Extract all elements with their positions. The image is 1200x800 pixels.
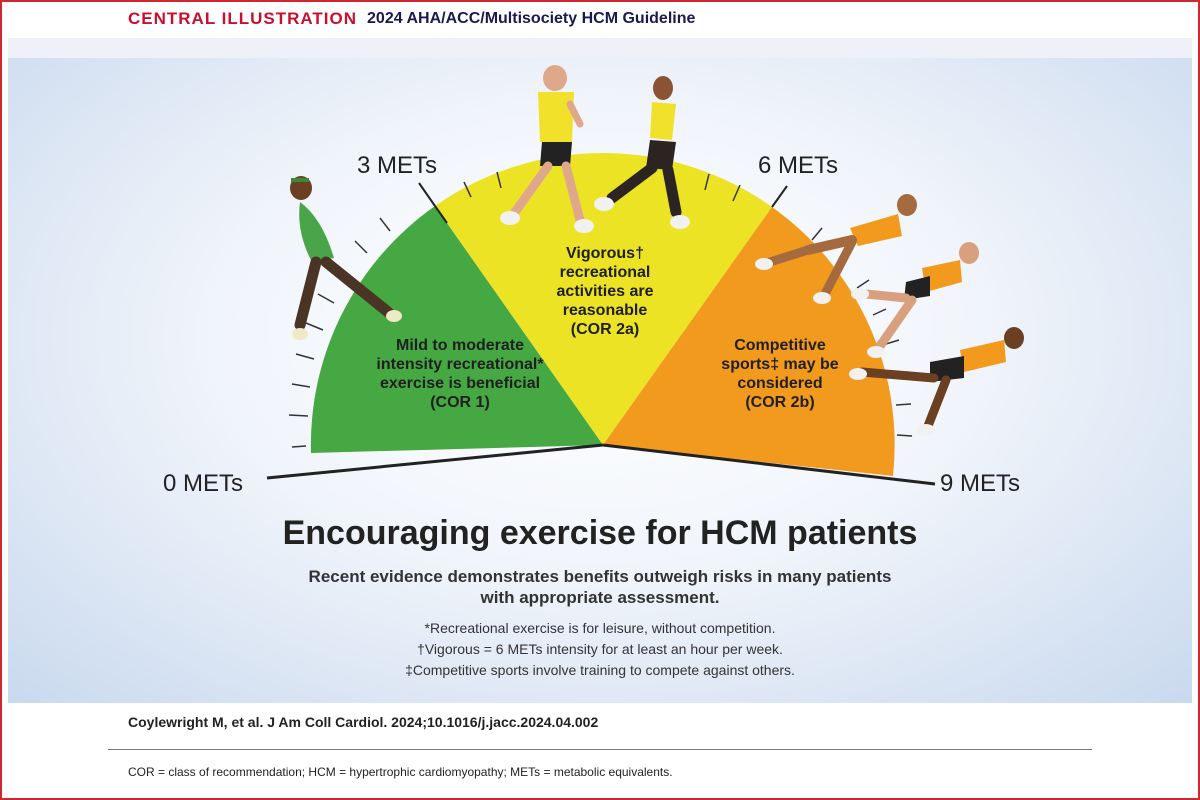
citation: Coylewright M, et al. J Am Coll Cardiol. 2024;10.1016/j.jacc.2024.04.002	[128, 714, 599, 730]
segment-line: (COR 2a)	[570, 321, 640, 338]
footnotes	[300, 618, 900, 681]
met-label-6: 6 METs	[758, 152, 839, 179]
gauge-divider-3-out	[419, 183, 435, 206]
segment-line: intensity recreational*	[376, 356, 544, 373]
gauge-divider-6-out	[772, 186, 787, 207]
lead-text: Recent evidence demonstrates benefits outweigh risks in many patients with appropriate assessment.	[308, 567, 892, 607]
segment-line: Mild to moderate	[395, 337, 524, 354]
segment-line: Vigorous†	[566, 245, 644, 262]
segment-line: (COR 1)	[430, 394, 490, 411]
segment-line: exercise is beneficial	[379, 375, 541, 392]
abbreviations-footer: COR = class of recommendation; HCM = hypertrophic cardiomyopathy; METs = metabolic equivalents.	[128, 765, 673, 779]
segment-line: reasonable	[562, 302, 648, 319]
segment-label-cor2a	[520, 244, 690, 339]
segment-line: considered	[737, 375, 823, 392]
main-title: Encouraging exercise for HCM patients	[282, 514, 918, 552]
divider	[108, 749, 1092, 750]
segment-line: Competitive	[734, 337, 826, 354]
segment-line: (COR 2b)	[745, 394, 815, 411]
header-subtitle: 2024 AHA/ACC/Multisociety HCM Guideline	[367, 10, 696, 27]
segment-line: sports‡ may be	[721, 356, 839, 373]
footnote: *Recreational exercise is for leisure, without competition.	[424, 620, 776, 636]
footnote: ‡Competitive sports involve training to compete against others.	[405, 662, 795, 678]
segment-line: activities are	[556, 283, 654, 300]
segment-label-cor1	[340, 336, 580, 412]
footnote: †Vigorous = 6 METs intensity for at least an hour per week.	[417, 641, 783, 657]
brand-label: CENTRAL ILLUSTRATION	[128, 9, 358, 28]
met-label-9: 9 METs	[940, 470, 1021, 497]
segment-label-cor2b	[690, 336, 870, 412]
met-label-0: 0 METs	[163, 470, 244, 497]
met-label-3: 3 METs	[357, 152, 438, 179]
segment-line: recreational	[559, 264, 651, 281]
